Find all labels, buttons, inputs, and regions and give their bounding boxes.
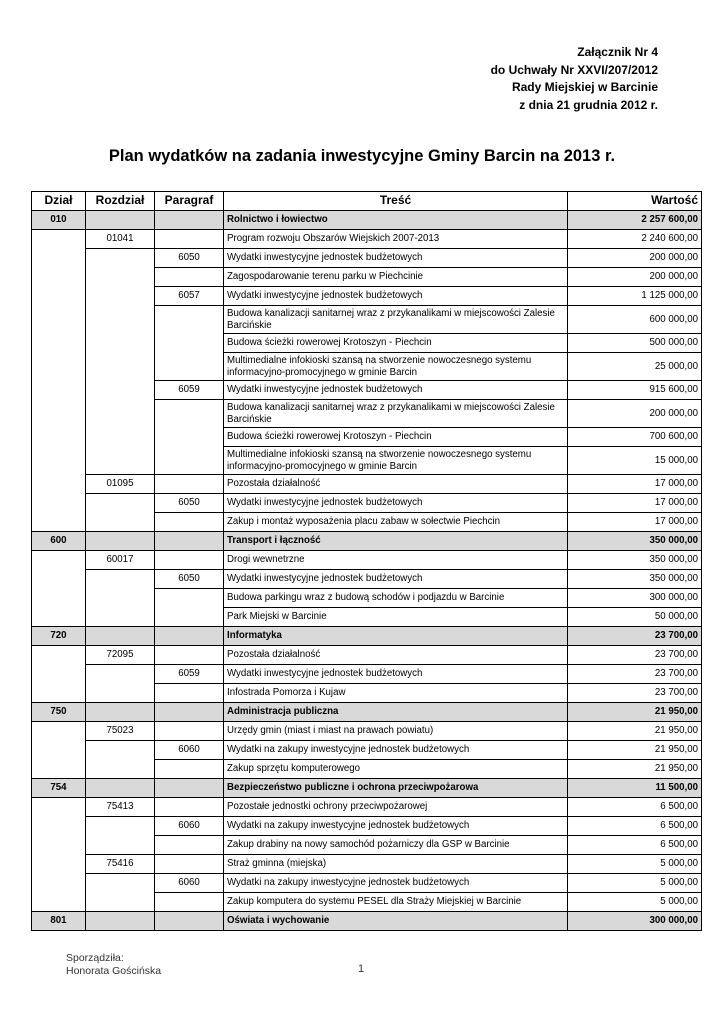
value-cell: 700 600,00 — [568, 428, 702, 447]
tresc-cell: Infostrada Pomorza i Kujaw — [224, 684, 568, 703]
attachment-header — [491, 44, 658, 114]
paragraf-cell — [155, 627, 224, 646]
paragraf-cell — [155, 912, 224, 931]
paragraf-cell — [155, 268, 224, 287]
dzial-row — [32, 779, 702, 798]
rozdzial-row — [32, 551, 702, 570]
paragraf-cell — [155, 760, 224, 779]
value-cell: 21 950,00 — [568, 760, 702, 779]
rozdzial-cell — [86, 211, 155, 230]
tresc-cell: Wydatki inwestycyjne jednostek budżetowych — [224, 494, 568, 513]
value-cell: 200 000,00 — [568, 268, 702, 287]
dzial-code: 600 — [32, 532, 86, 551]
rozdzial-code: 01041 — [86, 230, 155, 249]
paragraf-code: 6050 — [155, 570, 224, 589]
tresc-cell: Pozostałe jednostki ochrony przeciwpożarowej — [224, 798, 568, 817]
tresc-cell: Bezpieczeństwo publiczne i ochrona przeciwpożarowa — [224, 779, 568, 798]
value-cell: 21 950,00 — [568, 703, 702, 722]
value-cell: 2 257 600,00 — [568, 211, 702, 230]
tresc-cell: Multimedialne infokioski szansą na stworzenie nowoczesnego systemu informacyjno-promocyjnego w gminie Barcin — [224, 353, 568, 381]
value-cell: 5 000,00 — [568, 855, 702, 874]
value-cell: 300 000,00 — [568, 589, 702, 608]
tresc-cell: Zakup drabiny na nowy samochód pożarniczy dla GSP w Barcinie — [224, 836, 568, 855]
page-title: Plan wydatków na zadania inwestycyjne Gminy Barcin na 2013 r. — [108, 147, 616, 165]
tresc-cell: Program rozwoju Obszarów Wiejskich 2007-2013 — [224, 230, 568, 249]
dzial-row — [32, 211, 702, 230]
tresc-cell: Pozostała działalność — [224, 475, 568, 494]
rozdzial-cell — [86, 703, 155, 722]
paragraf-cell — [155, 589, 224, 627]
value-cell: 23 700,00 — [568, 627, 702, 646]
paragraf-cell — [155, 306, 224, 381]
value-cell: 17 000,00 — [568, 475, 702, 494]
tresc-cell: Zakup komputera do systemu PESEL dla Straży Miejskiej w Barcinie — [224, 893, 568, 912]
value-cell: 350 000,00 — [568, 570, 702, 589]
tresc-cell: Administracja publiczna — [224, 703, 568, 722]
paragraf-cell — [155, 684, 224, 703]
paragraf-row — [32, 817, 702, 836]
tresc-cell: Zakup i montaż wyposażenia placu zabaw w sołectwie Piechcin — [224, 513, 568, 532]
footer-prepared — [66, 952, 161, 978]
tresc-cell: Wydatki inwestycyjne jednostek budżetowych — [224, 249, 568, 268]
value-cell: 17 000,00 — [568, 494, 702, 513]
value-cell: 600 000,00 — [568, 306, 702, 334]
rozdzial-code: 60017 — [86, 551, 155, 570]
rozdzial-cell — [86, 494, 155, 532]
column-header-paragraf: Paragraf — [155, 192, 224, 211]
tresc-cell: Zagospodarowanie terenu parku w Piechcinie — [224, 268, 568, 287]
page-number: 1 — [358, 963, 365, 975]
rozdzial-row — [32, 798, 702, 817]
rozdzial-row — [32, 855, 702, 874]
column-header-tresc: Treść — [224, 192, 568, 211]
value-cell: 23 700,00 — [568, 665, 702, 684]
paragraf-cell — [155, 893, 224, 912]
tresc-cell: Wydatki inwestycyjne jednostek budżetowych — [224, 381, 568, 400]
tresc-cell: Budowa kanalizacji sanitarnej wraz z przykanalikami w miejscowości Zalesie Barcińskie — [224, 400, 568, 428]
rozdzial-cell — [86, 249, 155, 475]
tresc-cell: Budowa ścieżki rowerowej Krotoszyn - Piechcin — [224, 334, 568, 353]
paragraf-cell — [155, 400, 224, 475]
tresc-cell: Wydatki inwestycyjne jednostek budżetowych — [224, 570, 568, 589]
value-cell: 200 000,00 — [568, 249, 702, 268]
rozdzial-cell — [86, 817, 155, 855]
tresc-cell: Wydatki inwestycyjne jednostek budżetowych — [224, 287, 568, 306]
paragraf-row — [32, 494, 702, 513]
tresc-cell: Transport i łączność — [224, 532, 568, 551]
value-cell: 915 600,00 — [568, 381, 702, 400]
value-cell: 23 700,00 — [568, 646, 702, 665]
paragraf-cell — [155, 230, 224, 249]
tresc-cell: Wydatki inwestycyjne jednostek budżetowych — [224, 665, 568, 684]
expenditure-table — [31, 191, 702, 931]
dzial-row — [32, 532, 702, 551]
dzial-cell — [32, 646, 86, 703]
column-header-wartosc: Wartość — [568, 192, 702, 211]
value-cell: 25 000,00 — [568, 353, 702, 381]
paragraf-code: 6060 — [155, 741, 224, 760]
rozdzial-cell — [86, 912, 155, 931]
tresc-cell: Wydatki na zakupy inwestycyjne jednostek budżetowych — [224, 741, 568, 760]
tresc-cell: Budowa kanalizacji sanitarnej wraz z przykanalikami w miejscowości Zalesie Barcińskie — [224, 306, 568, 334]
value-cell: 350 000,00 — [568, 532, 702, 551]
rozdzial-row — [32, 475, 702, 494]
tresc-cell: Zakup sprzętu komputerowego — [224, 760, 568, 779]
paragraf-cell — [155, 855, 224, 874]
attachment-line: Rady Miejskiej w Barcinie — [511, 80, 658, 94]
rozdzial-cell — [86, 741, 155, 779]
value-cell: 1 125 000,00 — [568, 287, 702, 306]
value-cell: 17 000,00 — [568, 513, 702, 532]
tresc-cell: Budowa parkingu wraz z budową schodów i podjazdu w Barcinie — [224, 589, 568, 608]
column-header-rozdzial: Rozdział — [86, 192, 155, 211]
paragraf-code: 6057 — [155, 287, 224, 306]
tresc-cell: Oświata i wychowanie — [224, 912, 568, 931]
tresc-cell: Budowa ścieżki rowerowej Krotoszyn - Piechcin — [224, 428, 568, 447]
paragraf-row — [32, 741, 702, 760]
dzial-row — [32, 627, 702, 646]
tresc-cell: Wydatki na zakupy inwestycyjne jednostek budżetowych — [224, 817, 568, 836]
rozdzial-cell — [86, 627, 155, 646]
column-header-dzial: Dział — [32, 192, 86, 211]
rozdzial-cell — [86, 570, 155, 627]
paragraf-cell — [155, 722, 224, 741]
value-cell: 350 000,00 — [568, 551, 702, 570]
rozdzial-code: 75416 — [86, 855, 155, 874]
dzial-code: 720 — [32, 627, 86, 646]
prepared-label: Sporządziła: — [66, 952, 124, 964]
paragraf-code: 6050 — [155, 494, 224, 513]
dzial-row — [32, 912, 702, 931]
rozdzial-code: 01095 — [86, 475, 155, 494]
prepared-by: Honorata Gościńska — [66, 965, 162, 977]
table-body — [32, 211, 702, 931]
rozdzial-cell — [86, 532, 155, 551]
paragraf-row — [32, 665, 702, 684]
tresc-cell: Wydatki na zakupy inwestycyjne jednostek budżetowych — [224, 874, 568, 893]
paragraf-code: 6050 — [155, 249, 224, 268]
paragraf-code: 6060 — [155, 817, 224, 836]
tresc-cell: Straż gminna (miejska) — [224, 855, 568, 874]
paragraf-row — [32, 874, 702, 893]
paragraf-cell — [155, 646, 224, 665]
rozdzial-cell — [86, 779, 155, 798]
tresc-cell: Rolnictwo i łowiectwo — [224, 211, 568, 230]
dzial-code: 750 — [32, 703, 86, 722]
value-cell: 11 500,00 — [568, 779, 702, 798]
paragraf-row — [32, 570, 702, 589]
paragraf-code: 6059 — [155, 665, 224, 684]
rozdzial-row — [32, 646, 702, 665]
paragraf-row — [32, 249, 702, 268]
dzial-cell — [32, 722, 86, 779]
paragraf-cell — [155, 211, 224, 230]
value-cell: 5 000,00 — [568, 893, 702, 912]
paragraf-code: 6060 — [155, 874, 224, 893]
value-cell: 5 000,00 — [568, 874, 702, 893]
dzial-code: 010 — [32, 211, 86, 230]
paragraf-cell — [155, 836, 224, 855]
dzial-cell — [32, 230, 86, 532]
paragraf-cell — [155, 703, 224, 722]
value-cell: 500 000,00 — [568, 334, 702, 353]
tresc-cell: Multimedialne infokioski szansą na stworzenie nowoczesnego systemu informacyjno-promocyjnego w gminie Barcin — [224, 447, 568, 475]
value-cell: 23 700,00 — [568, 684, 702, 703]
table-header-row — [32, 192, 702, 211]
attachment-line: Załącznik Nr 4 — [577, 45, 658, 59]
tresc-cell: Urzędy gmin (miast i miast na prawach powiatu) — [224, 722, 568, 741]
value-cell: 200 000,00 — [568, 400, 702, 428]
dzial-row — [32, 703, 702, 722]
value-cell: 21 950,00 — [568, 741, 702, 760]
tresc-cell: Informatyka — [224, 627, 568, 646]
value-cell: 300 000,00 — [568, 912, 702, 931]
attachment-line: do Uchwały Nr XXVI/207/2012 — [490, 62, 658, 77]
attachment-line: z dnia 21 grudnia 2012 r. — [519, 97, 658, 112]
value-cell: 15 000,00 — [568, 447, 702, 475]
rozdzial-row — [32, 722, 702, 741]
dzial-cell — [32, 798, 86, 912]
paragraf-cell — [155, 532, 224, 551]
paragraf-cell — [155, 475, 224, 494]
dzial-code: 801 — [32, 912, 86, 931]
paragraf-code: 6059 — [155, 381, 224, 400]
rozdzial-row — [32, 230, 702, 249]
tresc-cell: Park Miejski w Barcinie — [224, 608, 568, 627]
rozdzial-code: 72095 — [86, 646, 155, 665]
tresc-cell: Drogi wewnetrzne — [224, 551, 568, 570]
dzial-code: 754 — [32, 779, 86, 798]
paragraf-cell — [155, 551, 224, 570]
value-cell: 6 500,00 — [568, 836, 702, 855]
dzial-cell — [32, 551, 86, 627]
rozdzial-code: 75413 — [86, 798, 155, 817]
value-cell: 6 500,00 — [568, 798, 702, 817]
paragraf-cell — [155, 779, 224, 798]
value-cell: 50 000,00 — [568, 608, 702, 627]
rozdzial-cell — [86, 874, 155, 912]
value-cell: 6 500,00 — [568, 817, 702, 836]
value-cell: 21 950,00 — [568, 722, 702, 741]
value-cell: 2 240 600,00 — [568, 230, 702, 249]
rozdzial-cell — [86, 665, 155, 703]
paragraf-cell — [155, 798, 224, 817]
tresc-cell: Pozostała działalność — [224, 646, 568, 665]
paragraf-cell — [155, 513, 224, 532]
rozdzial-code: 75023 — [86, 722, 155, 741]
